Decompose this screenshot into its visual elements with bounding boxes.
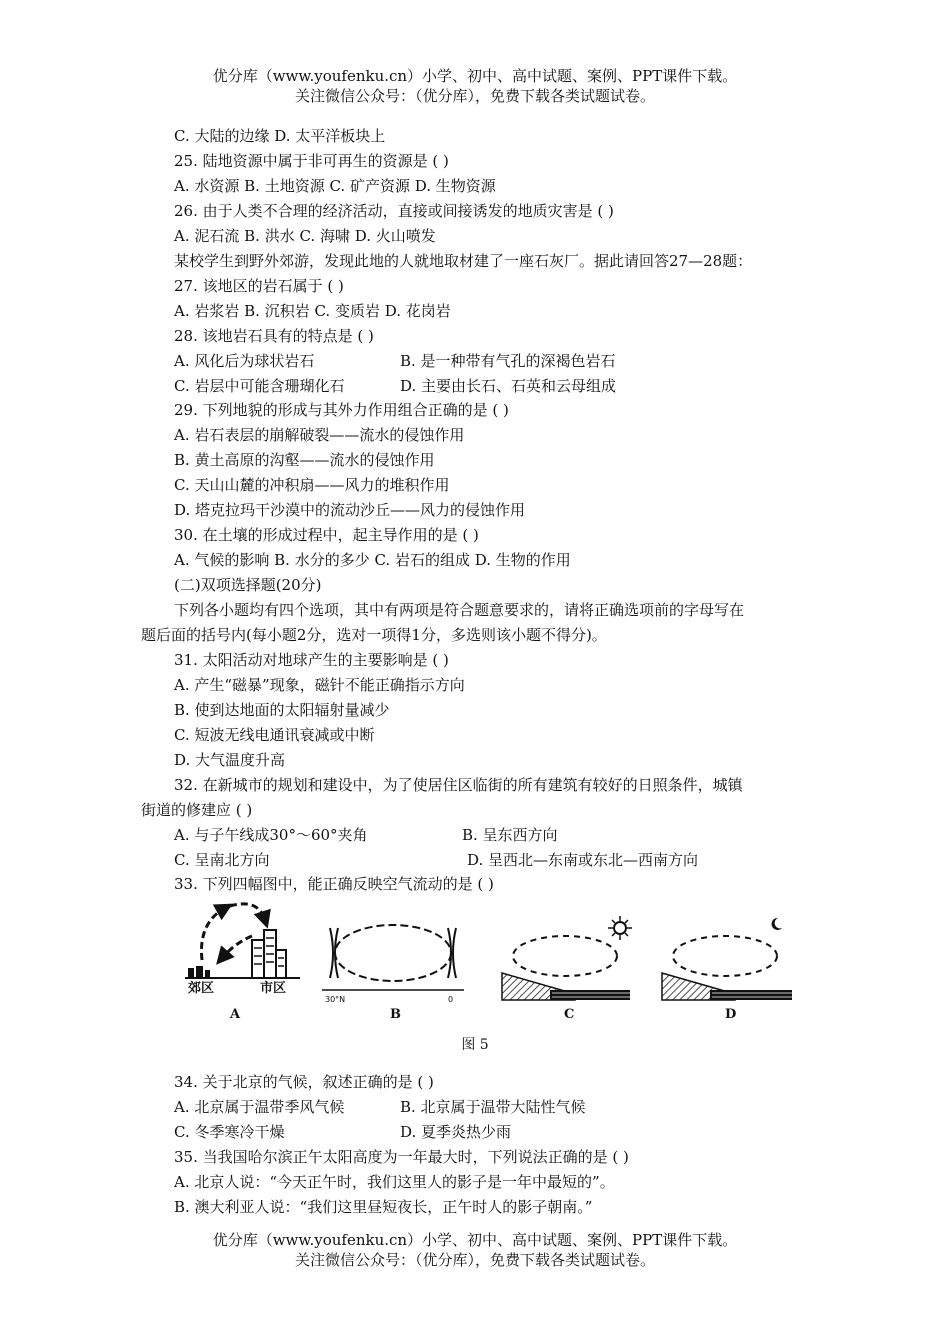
q33-stem: 33. 下列四幅图中，能正确反映空气流动的是 ( )	[174, 875, 494, 893]
header-line-2: 关注微信公众号：（优分库），免费下载各类试题试卷。	[294, 87, 655, 105]
q34-option-b: B. 北京属于温带大陆性气候	[400, 1098, 586, 1116]
q30-stem: 30. 在土壤的形成过程中，起主导作用的是 ( )	[174, 526, 479, 544]
q34-option-d: D. 夏季炎热少雨	[400, 1123, 512, 1141]
q35-option-b: B. 澳大利亚人说：“我们这里昼短夜长，正午时人的影子朝南。”	[174, 1198, 593, 1216]
q25-stem: 25. 陆地资源中属于非可再生的资源是 ( )	[174, 152, 449, 170]
label-equator: 0	[448, 995, 454, 1004]
q31-option-b: B. 使到达地面的太阳辐射量减少	[174, 701, 390, 719]
q32-option-c: C. 呈南北方向	[174, 851, 270, 869]
diagram-a	[185, 904, 300, 1022]
q26-stem: 26. 由于人类不合理的经济活动，直接或间接诱发的地质灾害是 ( )	[174, 202, 614, 220]
q35-stem: 35. 当我国哈尔滨正午太阳高度为一年最大时，下列说法正确的是 ( )	[174, 1148, 629, 1166]
label-city: 市区	[260, 981, 287, 996]
section-intro-1: 下列各小题均有四个选项，其中有两项是符合题意要求的，请将正确选项前的字母写在	[174, 601, 745, 619]
q34-option-c: C. 冬季寒冷干燥	[174, 1123, 285, 1141]
q34-stem: 34. 关于北京的气候，叙述正确的是 ( )	[174, 1073, 434, 1091]
label-a: A	[230, 1007, 241, 1022]
q28-option-d: D. 主要由长石、石英和云母组成	[400, 377, 617, 395]
q28-option-c: C. 岩层中可能含珊瑚化石	[174, 377, 345, 395]
q29-option-b: B. 黄土高原的沟壑——流水的侵蚀作用	[174, 451, 435, 469]
q29-option-c: C. 天山山麓的冲积扇——风力的堆积作用	[174, 476, 450, 494]
q24-options-cd: C. 大陆的边缘 D. 太平洋板块上	[174, 127, 386, 145]
q31-stem: 31. 太阳活动对地球产生的主要影响是 ( )	[174, 651, 449, 669]
footer-line-1: 优分库（www.youfenku.cn）小学、初中、高中试题、案例、PPT课件下载。	[212, 1231, 738, 1249]
q32-stem-2: 街道的修建应 ( )	[141, 801, 253, 819]
figure-caption: 图 5	[461, 1037, 489, 1053]
footer-line-2: 关注微信公众号：（优分库），免费下载各类试题试卷。	[294, 1251, 655, 1269]
moon-icon	[772, 918, 782, 930]
label-d: D	[725, 1007, 737, 1022]
q31-option-a: A. 产生“磁暴”现象，磁针不能正确指示方向	[174, 676, 465, 694]
q30-options: A. 气候的影响 B. 水分的多少 C. 岩石的组成 D. 生物的作用	[174, 551, 571, 569]
q35-option-a: A. 北京人说：“今天正午时，我们这里人的影子是一年中最短的”。	[174, 1173, 615, 1191]
label-c: C	[564, 1007, 575, 1022]
figure-5	[180, 898, 800, 1028]
q32-option-d: D. 呈西北—东南或东北—西南方向	[467, 851, 699, 869]
q27-stem: 27. 该地区的岩石属于 ( )	[174, 277, 344, 295]
label-30n: 30°N	[325, 995, 346, 1004]
q31-option-d: D. 大气温度升高	[174, 751, 286, 769]
q25-options: A. 水资源 B. 土地资源 C. 矿产资源 D. 生物资源	[174, 177, 496, 195]
section-heading: (二)双项选择题(20分)	[174, 576, 322, 594]
q27-28-context: 某校学生到野外郊游，发现此地的人就地取材建了一座石灰厂。据此请回答27—28题：	[174, 252, 753, 270]
q29-stem: 29. 下列地貌的形成与其外力作用组合正确的是 ( )	[174, 401, 509, 419]
q26-options: A. 泥石流 B. 洪水 C. 海啸 D. 火山喷发	[174, 227, 436, 245]
q32-option-a: A. 与子午线成30°～60°夹角	[174, 826, 368, 844]
q31-option-c: C. 短波无线电通讯衰减或中断	[174, 726, 375, 744]
q32-option-b: B. 呈东西方向	[462, 826, 558, 844]
q28-option-a: A. 风化后为球状岩石	[174, 352, 315, 370]
q27-options: A. 岩浆岩 B. 沉积岩 C. 变质岩 D. 花岗岩	[174, 302, 451, 320]
label-b: B	[390, 1007, 401, 1022]
diagram-d	[662, 918, 792, 1022]
page-footer	[0, 1230, 950, 1270]
air-flow-diagrams	[180, 898, 800, 1028]
label-suburb: 郊区	[188, 981, 215, 996]
q32-stem-1: 32. 在新城市的规划和建设中，为了使居住区临街的所有建筑有较好的日照条件，城镇	[174, 776, 743, 794]
diagram-b	[322, 925, 464, 1022]
diagram-c	[502, 916, 632, 1022]
q29-option-d: D. 塔克拉玛干沙漠中的流动沙丘——风力的侵蚀作用	[174, 501, 526, 519]
sun-icon	[614, 922, 626, 934]
q34-option-a: A. 北京属于温带季风气候	[174, 1098, 345, 1116]
page-header	[0, 66, 950, 106]
header-line-1: 优分库（www.youfenku.cn）小学、初中、高中试题、案例、PPT课件下载。	[212, 67, 738, 85]
q29-option-a: A. 岩石表层的崩解破裂——流水的侵蚀作用	[174, 426, 465, 444]
q28-option-b: B. 是一种带有气孔的深褐色岩石	[400, 352, 616, 370]
q28-stem: 28. 该地岩石具有的特点是 ( )	[174, 327, 374, 345]
section-intro-2: 题后面的括号内(每小题2分，选对一项得1分，多选则该小题不得分)。	[141, 626, 607, 644]
